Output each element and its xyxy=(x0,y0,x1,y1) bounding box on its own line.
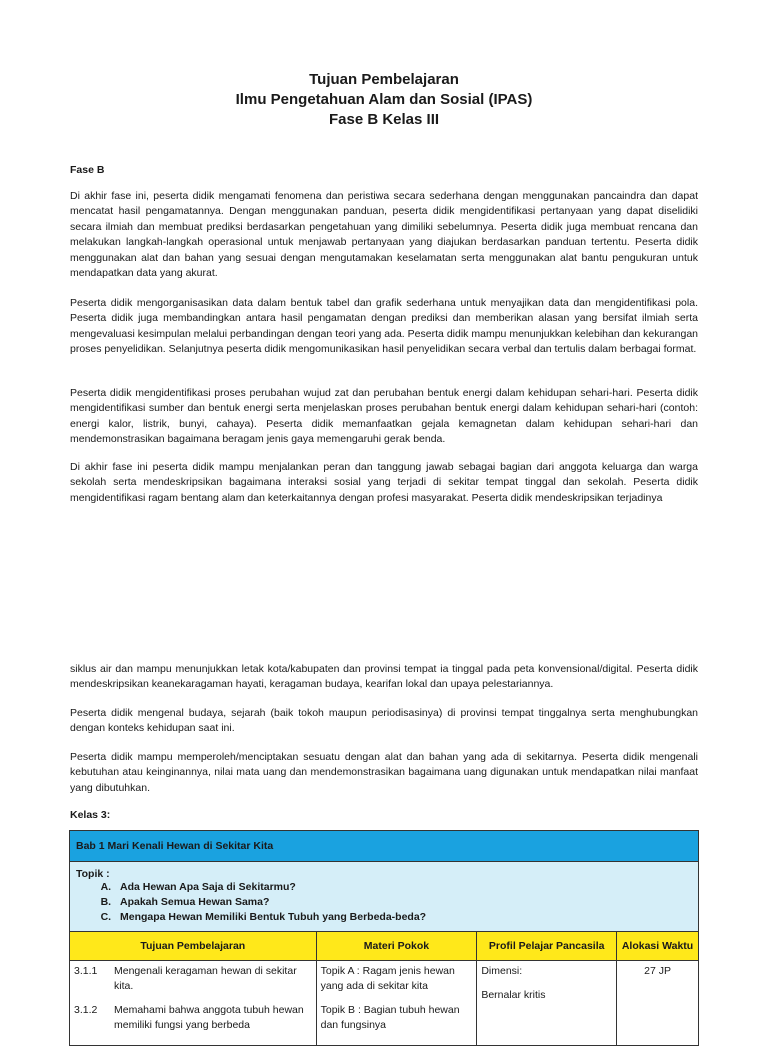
phase-class-title: Fase B Kelas III xyxy=(328,111,440,128)
objectives-cell xyxy=(70,961,317,1046)
paragraph-1: Di akhir fase ini, peserta didik mengamati fenomena dan peristiwa secara sederhana dengan menggunakan pancaindra dan dapat mencatat hasil pengamatannya. Dengan menggunakan panduan, peserta didik mengidentifikasi pertanyaan yang dapat diselidiki secara ilmiah dan membuat prediksi berdasarkan pengetahuan yang dimiliki sebelumnya. Peserta didik juga membuat rencana dan melakukan langkah-langkah operasional untuk menjawab pertanyaan yang diajukan berdasarkan panduan tertentu. Peserta didik menggunakan alat dan bahan yang sesuai dengan mengutamakan keselamatan serta menggunakan alat bantu pengukuran untuk mendapatkan data yang akurat. xyxy=(70,190,698,280)
objective-number: 3.1.2 xyxy=(74,1004,98,1016)
objective-text: Memahami bahwa anggota tubuh hewan memiliki fungsi yang berbeda xyxy=(114,1004,304,1031)
phase-label: Fase B xyxy=(70,164,105,176)
profile-dimension-value: Bernalar kritis xyxy=(481,989,546,1001)
material-item: Topik A : Ragam jenis hewan yang ada di sekitar kita xyxy=(320,965,455,992)
topic-item: C. Mengapa Hewan Memiliki Bentuk Tubuh yang Berbeda-beda? xyxy=(114,910,692,925)
class-label: Kelas 3: xyxy=(70,809,111,821)
paragraph-2: Peserta didik mengorganisasikan data dalam bentuk tabel dan grafik sederhana untuk menyajikan data dan mengidentifikasi pola. Peserta didik juga membandingkan antara hasil pengamatan dengan prediksi dan memberikan alasan yang bersifat ilmiah serta mengevaluasi kesimpulan melalui perbandingan dengan teori yang ada. Peserta didik mampu menunjukkan kelebihan dan kekurangan proses penyelidikan. Selanjutnya peserta didik mengomunikasikan hasil penyelidikan secara verbal dan tertulis dalam berbagai format. xyxy=(70,297,698,356)
topics-cell xyxy=(70,862,699,932)
paragraph-5: siklus air dan mampu menunjukkan letak kota/kabupaten dan provinsi tempat ia tinggal pada peta konvensional/digital. Peserta didik mendeskripsikan keanekaragaman hayati, keragaman budaya, kearifan lokal dan upaya pelestariannya. xyxy=(70,663,698,691)
materials-cell xyxy=(316,961,477,1046)
header-materials: Materi Pokok xyxy=(316,932,477,961)
subject-title: Ilmu Pengetahuan Alam dan Sosial (IPAS) xyxy=(235,91,533,108)
chapter-row xyxy=(70,831,699,862)
topics-row xyxy=(70,862,699,932)
paragraph-6: Peserta didik mengenal budaya, sejarah (baik tokoh maupun periodisasinya) di provinsi tempat tinggalnya serta menghubungkan dengan konteks kehidupan saat ini. xyxy=(70,707,698,735)
paragraph-7: Peserta didik mampu memperoleh/menciptakan sesuatu dengan alat dan bahan yang ada di sekitarnya. Peserta didik mengenali kebutuhan atau keinginannya, nilai mata uang dan mendemonstrasikan bagaimana uang digunakan untuk mendapatkan nilai manfaat yang dibutuhkan. xyxy=(70,751,698,794)
objective-number: 3.1.1 xyxy=(74,965,98,977)
paragraph-4: Di akhir fase ini peserta didik mampu menjalankan peran dan tanggung jawab sebagai bagian dari anggota keluarga dan warga sekolah serta mendeskripsikan bagaimana interaksi sosial yang terjadi di sekitar tempat tinggal dan sekolah. Peserta didik mengidentifikasi ragam bentang alam dan keterkaitannya dengan profesi masyarakat. Peserta didik mendeskripsikan terjadinya xyxy=(70,461,698,504)
profile-dimension-label: Dimensi: xyxy=(481,965,523,977)
objective-item xyxy=(74,1003,312,1033)
topic-item: B. Apakah Semua Hewan Sama? xyxy=(114,895,692,910)
table-header-row xyxy=(70,932,699,961)
chapter-title: Bab 1 Mari Kenali Hewan di Sekitar Kita xyxy=(70,831,699,862)
topic-item: A. Ada Hewan Apa Saja di Sekitarmu? xyxy=(114,880,692,895)
header-time: Alokasi Waktu xyxy=(617,932,699,961)
document-title: Tujuan Pembelajaran xyxy=(309,71,459,88)
learning-objectives-table xyxy=(69,830,699,1046)
objective-text: Mengenali keragaman hewan di sekitar kita. xyxy=(114,965,297,992)
table-row xyxy=(70,961,699,1046)
topic-heading: Topik : xyxy=(76,868,110,880)
header-objectives: Tujuan Pembelajaran xyxy=(70,932,317,961)
objective-item xyxy=(74,964,312,994)
document-title-block xyxy=(0,70,768,130)
header-profile: Profil Pelajar Pancasila xyxy=(477,932,617,961)
profile-cell xyxy=(477,961,617,1046)
material-item: Topik B : Bagian tubuh hewan dan fungsinya xyxy=(320,1004,460,1031)
time-cell: 27 JP xyxy=(617,961,699,1046)
topic-list xyxy=(76,880,692,925)
paragraph-3: Peserta didik mengidentifikasi proses perubahan wujud zat dan perubahan bentuk energi dalam kehidupan sehari-hari. Peserta didik mengidentifikasi sumber dan bentuk energi serta menjelaskan proses perubahan bentuk energi dalam kehidupan sehari-hari (contoh: energi kalor, listrik, bunyi, cahaya). Peserta didik memanfaatkan gejala kemagnetan dalam kehidupan sehari-hari dan mendemonstrasikan bagaimana beragam jenis gaya memengaruhi gerak benda. xyxy=(70,387,698,446)
